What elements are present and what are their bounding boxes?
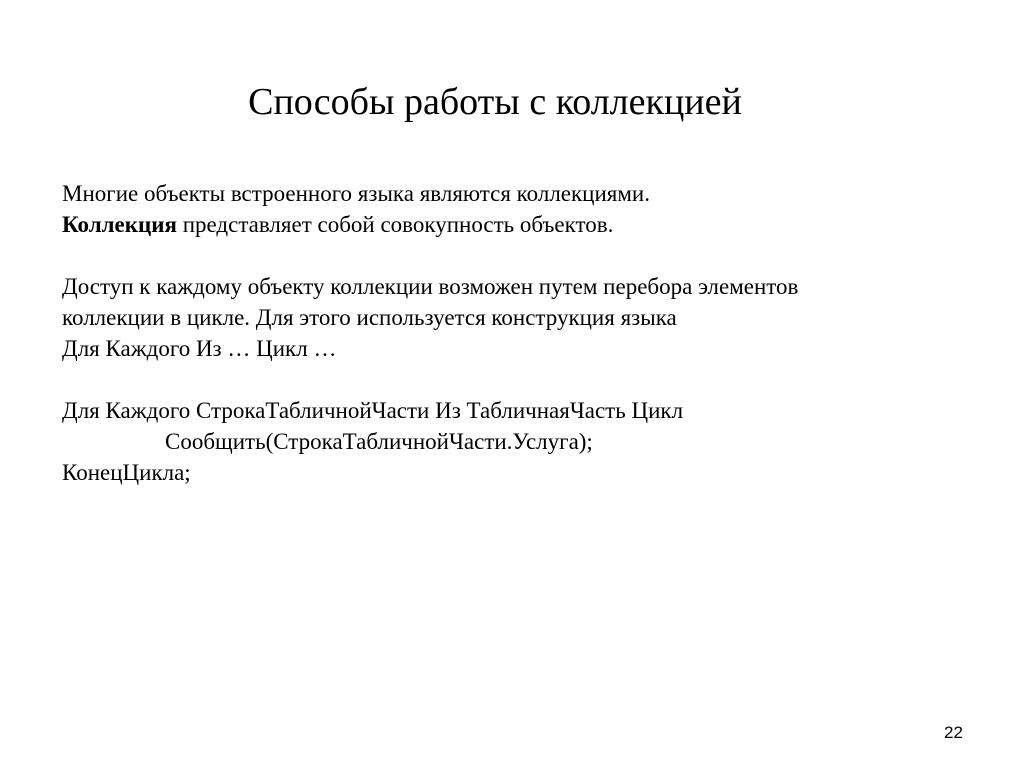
- code-line-loop-start: Для Каждого СтрокаТабличнойЧасти Из ТабличнаяЧасть Цикл: [62, 398, 684, 423]
- body-line-collections-intro: Многие объекты встроенного языка являются коллекциями.: [62, 181, 650, 206]
- body-line-access-2: коллекции в цикле. Для этого используется конструкция языка: [62, 305, 677, 330]
- slide-body: [62, 178, 962, 488]
- body-line-collection-definition: [62, 209, 962, 240]
- code-line-loop-body: Сообщить(СтрокаТабличнойЧасти.Услуга);: [165, 429, 593, 454]
- body-line-construct: Для Каждого Из … Цикл …: [62, 336, 337, 361]
- blank-line: [62, 240, 962, 271]
- collection-definition-text: представляет собой совокупность объектов.: [176, 212, 614, 237]
- code-line-loop-end: КонецЦикла;: [62, 460, 191, 485]
- slide-title: Способы работы с коллекцией: [248, 81, 742, 123]
- page-number: 22: [944, 723, 963, 742]
- blank-line: [62, 364, 962, 395]
- term-collection: Коллекция: [62, 212, 177, 237]
- body-line-access-1: Доступ к каждому объекту коллекции возможен путем перебора элементов: [62, 274, 799, 299]
